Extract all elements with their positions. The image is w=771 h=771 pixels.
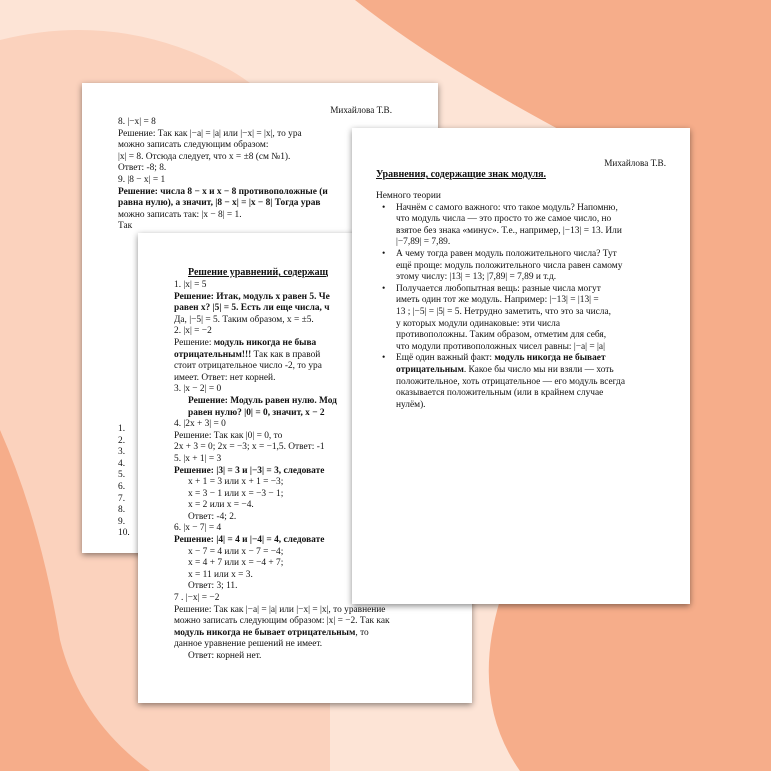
text-line: 4. |2x + 3| = 0	[174, 419, 226, 430]
text-line: Ответ: корней нет.	[188, 651, 262, 661]
text-line: положительное, хоть отрицательное — его модуль всегда	[396, 376, 625, 387]
list-item: 8.	[118, 505, 126, 516]
text-line: 13 ; |−5| = |5| = 5. Нетрудно заметить, что это за числа,	[396, 306, 611, 317]
text-line: Решение: Модуль равен нулю. Мод	[188, 395, 337, 406]
list-item: 3.	[118, 447, 126, 458]
text-span: модуль никогда не быва	[211, 337, 317, 348]
text-line: 7 . |−x| = −2	[174, 593, 220, 604]
list-item: 4.	[118, 458, 126, 469]
page2-title: Решение уравнений, содержащ	[188, 267, 329, 278]
list-item: 1.	[118, 424, 126, 434]
text-line: x = 11 или x = 3.	[188, 569, 253, 580]
text-line: Решение: Так как |−a| = |a| или |−x| = |x|, то ура	[118, 128, 302, 139]
text-span: . Какое бы число мы ни взяли — хоть	[463, 364, 614, 375]
text-span: отрицательным	[396, 364, 464, 375]
text-line: 1. |x| = 5	[174, 280, 207, 290]
author-name: Михайлова Т.В.	[330, 105, 392, 115]
text-line: |−7,89| = 7,89.	[396, 237, 451, 248]
list-item	[376, 203, 676, 249]
page3-title: Уравнения, содержащие знак модуля.	[376, 169, 546, 180]
list-item: 10.	[118, 528, 130, 539]
text-line: Решение: Так как |−a| = |a| или |−x| = |x|, то уравнение	[174, 604, 386, 615]
text-line	[396, 353, 676, 365]
problem-number-list	[118, 424, 130, 540]
section-heading: Немного теории	[376, 191, 441, 201]
text-line: x = 2 или x = −4.	[188, 500, 254, 511]
text-line: что модули противоположных чисел равны: |−a| = |a|	[396, 341, 605, 352]
text-line: Решение: числа 8 − x и x − 8 противоположные (и	[118, 186, 328, 197]
text-span: Так как в правой	[251, 349, 321, 360]
text-span: отрицательным!!!	[174, 349, 252, 360]
text-line: 8. |−x| = 8	[118, 117, 156, 127]
text-line: Ответ: -8; 8.	[118, 163, 167, 174]
text-line: ещё проще: модуль положительного числа равен самому	[396, 260, 623, 271]
author-name: Михайлова Т.В.	[604, 158, 666, 168]
text-line: можно записать следующим образом: |x| = −2. Так как	[174, 616, 390, 627]
text-line: равна нулю), а значит, |8 − x| = |x − 8| Тогда урав	[118, 198, 321, 209]
list-item: 2.	[118, 435, 126, 446]
text-line: • А чему тогда равен модуль положительного числа? Тут	[396, 248, 617, 259]
text-line	[174, 628, 390, 640]
text-span: модуль никогда не бывает	[494, 353, 606, 364]
list-item: 7.	[118, 493, 126, 504]
text-line: Так	[118, 221, 133, 232]
text-span: модуль никогда не бывает отрицательным	[174, 627, 356, 638]
text-line: равен нулю? |0| = 0, значит, x − 2	[188, 407, 325, 418]
text-line: Ответ: -4; 2.	[188, 511, 237, 522]
list-item: 5.	[118, 470, 126, 481]
text-line	[396, 365, 676, 377]
text-line: стоит отрицательное число -2, то ура	[174, 361, 322, 372]
worksheet-page-3	[352, 128, 690, 604]
text-line: Решение: Так как |0| = 0, то	[174, 430, 283, 441]
text-line: Да, |−5| = 5. Таким образом, x = ±5.	[174, 314, 314, 325]
text-line: Решение: |4| = 4 и |−4| = 4, следовате	[174, 535, 325, 546]
text-line: Решение: |3| = 3 и |−3| = 3, следовате	[174, 465, 325, 476]
list-item: 6.	[118, 481, 126, 492]
text-line: этому числу: |13| = 13; |7,89| = 7,89 и т.д.	[396, 272, 557, 283]
text-line: x = 3 − 1 или x = −3 − 1;	[188, 488, 284, 499]
text-line: у которых модули одинаковые: эти числа	[396, 318, 560, 329]
text-line: противоположны. Таким образом, отметим для себя,	[396, 330, 607, 341]
text-line: • Начнём с самого важного: что такое модуль? Напомню,	[396, 202, 618, 213]
text-line: данное уравнение решений не имеет.	[174, 639, 323, 650]
text-line: Ответ: 3; 11.	[188, 581, 238, 592]
text-line: иметь один тот же модуль. Например: |−13| = |13| =	[396, 295, 599, 306]
text-line: 2. |x| = −2	[174, 326, 212, 337]
list-item	[376, 249, 676, 284]
text-line: 6. |x − 7| = 4	[174, 523, 222, 534]
text-line: x − 7 = 4 или x − 7 = −4;	[188, 546, 284, 557]
text-line: можно записать так: |x − 8| = 1.	[118, 209, 242, 220]
text-line: x = 4 + 7 или x = −4 + 7;	[188, 558, 284, 569]
text-line: • Получается любопытная вещь: разные числа могут	[396, 283, 601, 294]
page3-text	[376, 191, 676, 411]
list-item	[376, 353, 676, 411]
text-line: |x| = 8. Отсюда следует, что x = ±8 (см №1).	[118, 151, 291, 162]
text-line: 2x + 3 = 0; 2x = −3; x = −1,5. Ответ: -1	[174, 442, 325, 453]
page1-text	[118, 117, 328, 233]
text-span: Решение:	[174, 337, 212, 348]
text-line: можно записать следующим образом:	[118, 140, 269, 151]
text-span: , то	[355, 627, 369, 638]
text-line: нулём).	[396, 399, 426, 410]
text-line: 5. |x + 1| = 3	[174, 453, 222, 464]
text-line: имеет. Ответ: нет корней.	[174, 372, 276, 383]
text-line: 3. |x − 2| = 0	[174, 384, 222, 395]
text-line: Решение: Итак, модуль x равен 5. Че	[174, 291, 330, 302]
text-line: взятое без знака «минус». Т.е., например, |−13| = 13. Или	[396, 225, 622, 236]
list-item: 9.	[118, 516, 126, 527]
list-item	[376, 284, 676, 354]
text-span: Ещё один важный факт:	[396, 353, 495, 364]
text-line: что модуль числа — это просто то же самое число, но	[396, 214, 612, 225]
text-line: равен x? |5| = 5. Есть ли еще числа, ч	[174, 303, 330, 314]
text-line: оказывается положительным (или в крайнем случае	[396, 388, 604, 399]
text-line: x + 1 = 3 или x + 1 = −3;	[188, 477, 284, 488]
text-line: 9. |8 − x| = 1	[118, 174, 166, 185]
